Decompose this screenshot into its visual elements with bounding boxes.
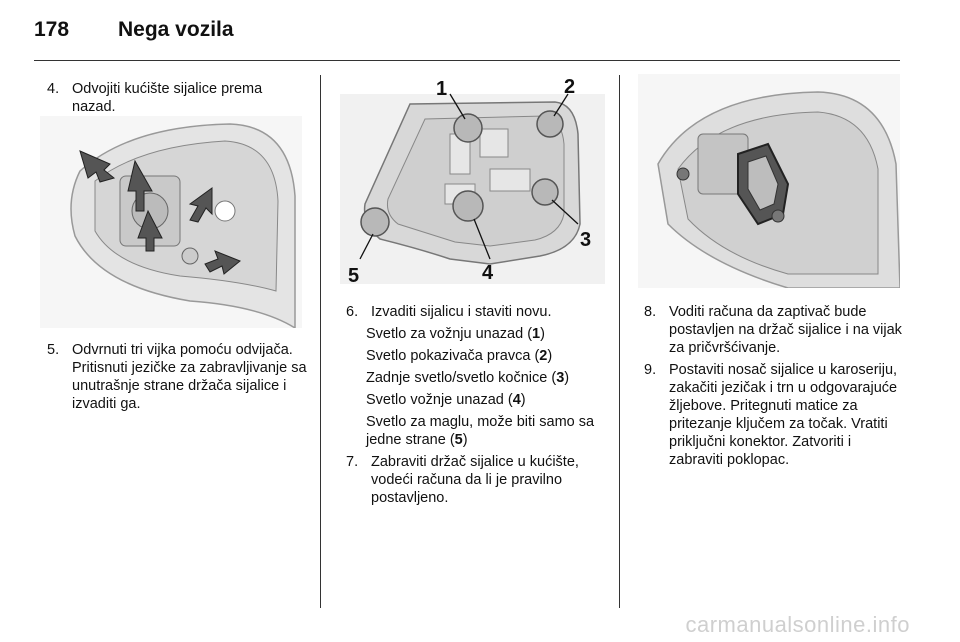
- step-6: [346, 303, 611, 507]
- bulb-list: [346, 325, 611, 449]
- step-number: 9.: [644, 362, 657, 378]
- bulb-line-end: ): [520, 392, 526, 408]
- step-number: 6.: [346, 304, 359, 320]
- lamp-housing-illustration: [40, 116, 302, 328]
- callout-3: 3: [580, 229, 592, 251]
- bulb-holder-illustration: [340, 74, 605, 290]
- step-text: Postaviti nosač sijalice u karoseriju, zakačiti jezičak i trn u odgovarajuće žljebove. Pritegnuti matice za pritezanje ključem za točak. Vratiti priključni konektor. Zatvoriti i zabraviti poklopac.: [669, 362, 898, 468]
- bulb-line: [366, 369, 611, 387]
- page-title: Nega vozila: [118, 18, 234, 41]
- bulb-line-text: Svetlo za maglu, može biti samo sa jedne strane (: [366, 414, 595, 448]
- callout-5: 5: [348, 265, 360, 287]
- bulb-line-end: ): [547, 348, 553, 364]
- bulb-line-text: Zadnje svetlo/svetlo kočnice (: [366, 370, 557, 386]
- step-5: [47, 341, 312, 413]
- step-4: [47, 80, 307, 116]
- step-text: Zabraviti držač sijalice u kućište, vodeći računa da li je pravilno postavljeno.: [371, 454, 579, 506]
- bulb-line: [366, 391, 611, 409]
- bulb-ref: 1: [532, 326, 541, 342]
- step-number: 4.: [47, 81, 60, 97]
- bulb-line-text: Svetlo vožnje unazad (: [366, 392, 513, 408]
- bulb-line-end: ): [540, 326, 545, 342]
- page-number: 178: [34, 18, 70, 41]
- figure-bulb-holder: [340, 74, 605, 290]
- step-text: Odvojiti kućište sijalice prema nazad.: [72, 81, 263, 115]
- bulb-ref: 3: [556, 370, 565, 386]
- callout-1: 1: [436, 78, 448, 100]
- bulb-line-end: ): [564, 370, 570, 386]
- bulb-line: [366, 347, 611, 365]
- bulb-ref: 2: [539, 348, 548, 364]
- column-divider-1: [320, 75, 321, 608]
- bulb-line-text: Svetlo za vožnju unazad (: [366, 326, 533, 342]
- bulb-line: [366, 413, 611, 449]
- step-9: [644, 361, 906, 469]
- bulb-line: [366, 325, 611, 343]
- step-7: [346, 453, 611, 507]
- callout-4: 4: [482, 262, 494, 284]
- bulb-ref: 5: [454, 432, 463, 448]
- bulb-line-end: ): [462, 432, 468, 448]
- column-divider-2: [619, 75, 620, 608]
- header-divider: [34, 60, 900, 61]
- step-text: Odvrnuti tri vijka pomoću odvijača. Pritisnuti jezičke za zabravljivanje sa unutrašnje strane držača sijalice i izvaditi ga.: [72, 342, 307, 412]
- step-number: 5.: [47, 342, 60, 358]
- watermark: carmanualsonline.info: [685, 612, 910, 637]
- step-8: [644, 303, 906, 357]
- step-number: 7.: [346, 454, 359, 470]
- step-8-9: [644, 303, 906, 469]
- callout-2: 2: [564, 76, 576, 98]
- step-text: Izvaditi sijalicu i staviti novu.: [371, 304, 552, 320]
- bulb-line-text: Svetlo pokazivača pravca (: [366, 348, 540, 364]
- installed-holder-illustration: [638, 74, 900, 288]
- figure-lamp-housing: [40, 116, 302, 328]
- bulb-ref: 4: [512, 392, 521, 408]
- step-number: 8.: [644, 304, 657, 320]
- figure-installed-holder: [638, 74, 900, 288]
- step-text: Voditi računa da zaptivač bude postavljen na držač sijalice i na vijak za pričvršćivanje.: [669, 304, 902, 356]
